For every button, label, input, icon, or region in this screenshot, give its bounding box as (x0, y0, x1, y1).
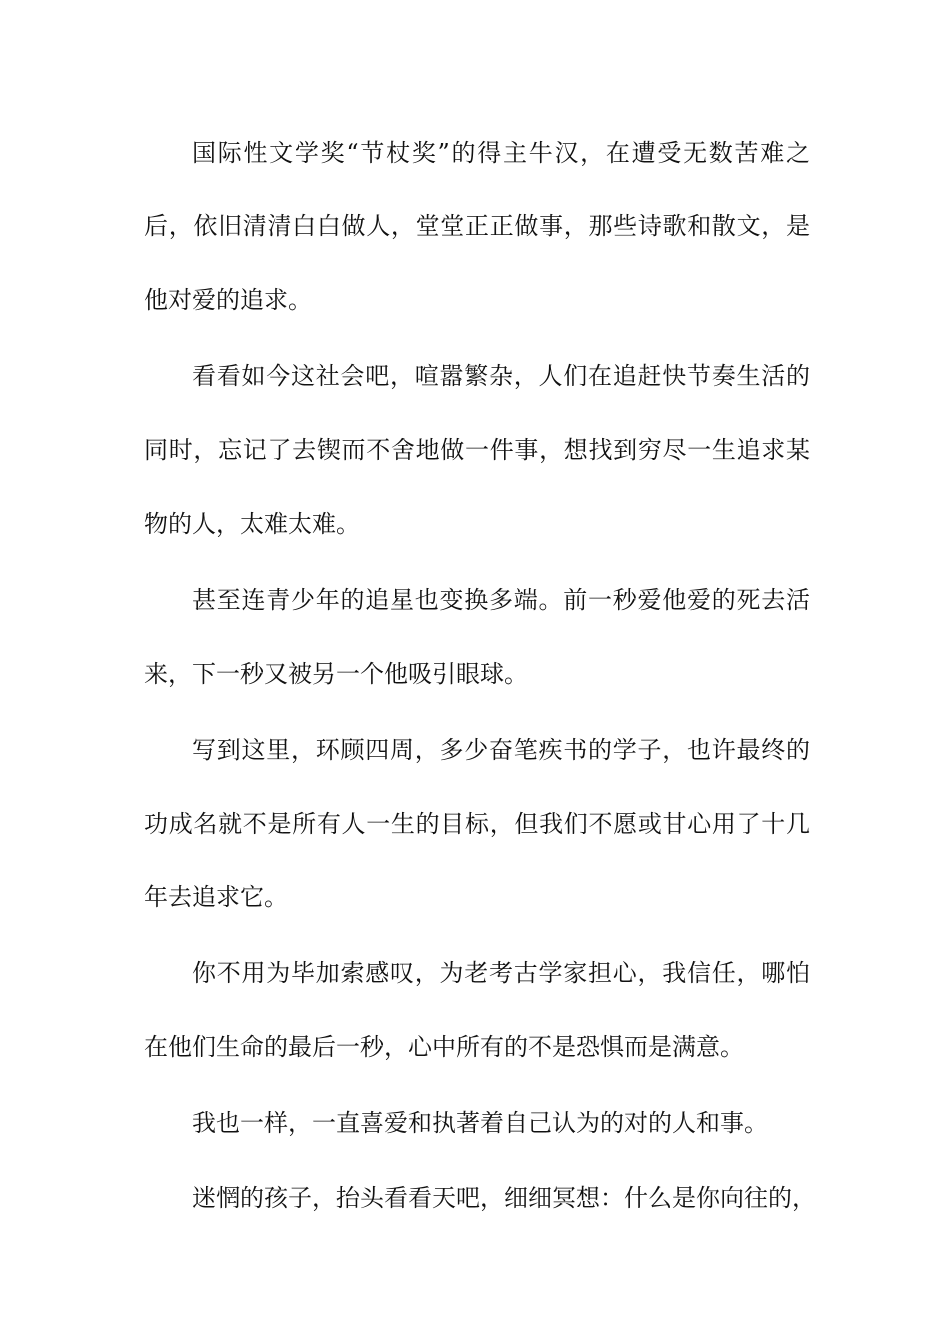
paragraph-1-line-2: 后，依旧清清白白做人，堂堂正正做事，那些诗歌和散文，是 (144, 212, 810, 240)
paragraph-2-line-3: 物的人，太难太难。 (144, 510, 360, 538)
paragraph-2-line-1: 看看如今这社会吧，喧嚣繁杂，人们在追赶快节奏生活的 (192, 362, 810, 390)
paragraph-2-line-2: 同时，忘记了去锲而不舍地做一件事，想找到穷尽一生追求某 (144, 436, 810, 464)
paragraph-5-line-1: 你不用为毕加索感叹，为老考古学家担心，我信任，哪怕 (192, 959, 810, 987)
paragraph-3-line-2: 来，下一秒又被另一个他吸引眼球。 (144, 660, 528, 688)
paragraph-3-line-1: 甚至连青少年的追星也变换多端。前一秒爱他爱的死去活 (192, 586, 810, 614)
paragraph-4-line-2: 功成名就不是所有人一生的目标，但我们不愿或甘心用了十几 (144, 810, 810, 838)
paragraph-4-line-3: 年去追求它。 (144, 883, 288, 911)
paragraph-1-line-1: 国际性文学奖“节杖奖”的得主牛汉，在遭受无数苦难之 (192, 139, 810, 167)
paragraph-7-line-1: 迷惘的孩子，抬头看看天吧，细细冥想：什么是你向往的， (192, 1184, 816, 1212)
paragraph-5-line-2: 在他们生命的最后一秒，心中所有的不是恐惧而是满意。 (144, 1033, 744, 1061)
paragraph-4-line-1: 写到这里，环顾四周，多少奋笔疾书的学子，也许最终的 (192, 736, 810, 764)
paragraph-1-line-3: 他对爱的追求。 (144, 286, 312, 314)
paragraph-6-line-1: 我也一样，一直喜爱和执著着自己认为的对的人和事。 (192, 1109, 768, 1137)
